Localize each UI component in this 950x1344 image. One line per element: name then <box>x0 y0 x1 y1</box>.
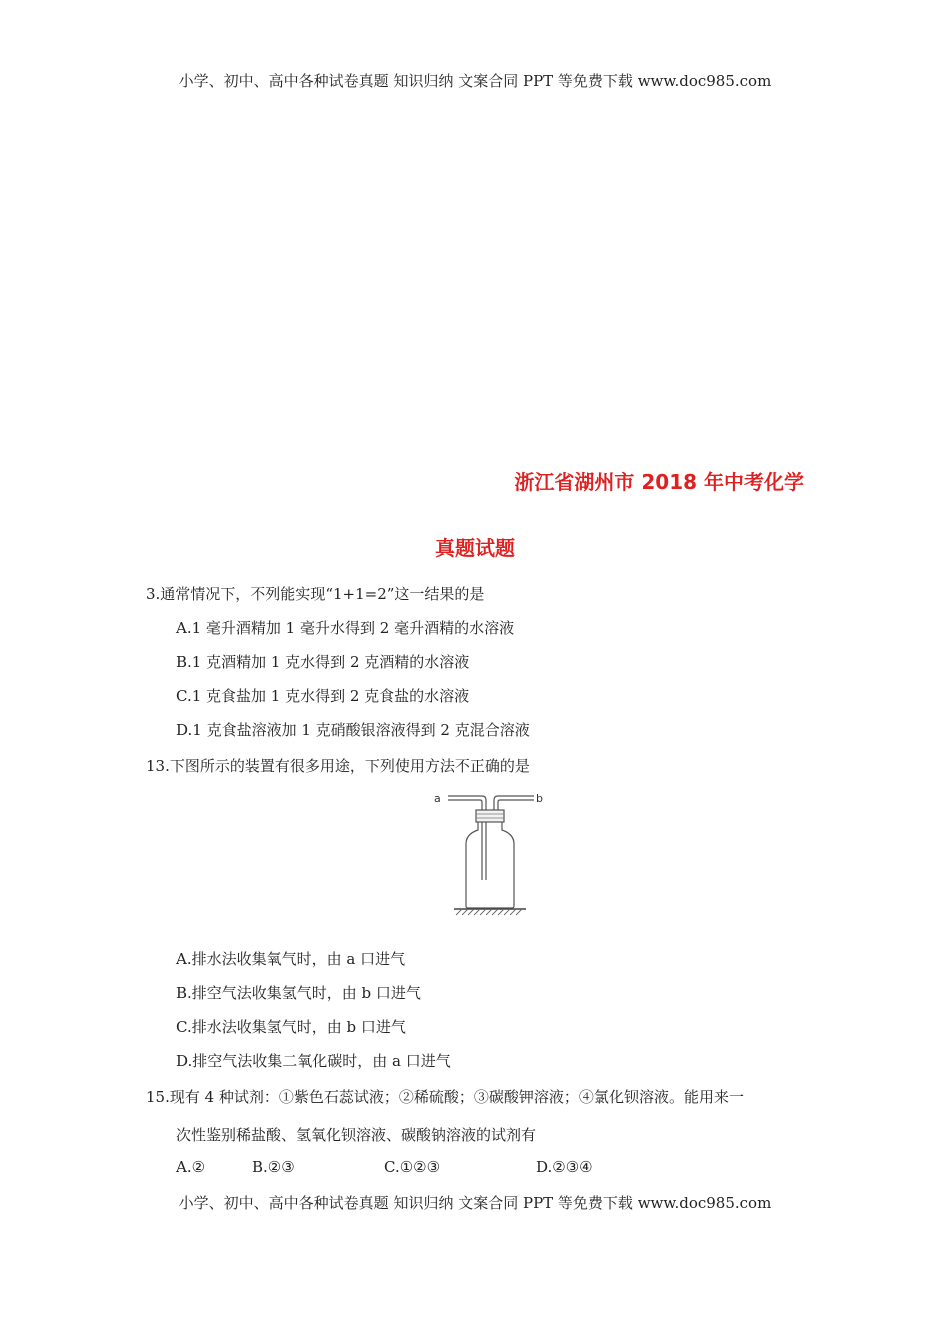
question-3-stem: 3.通常情况下，不列能实现“1+1=2”这一结果的是 <box>146 585 485 603</box>
rubber-stopper <box>476 810 504 822</box>
title-line-2: 真题试题 <box>435 536 515 560</box>
question-3-option-a: A.1 毫升酒精加 1 毫升水得到 2 毫升酒精的水溶液 <box>176 619 515 637</box>
figure-label-a: a <box>434 792 441 805</box>
question-15-options <box>0 1158 950 1180</box>
question-3-option-d: D.1 克食盐溶液加 1 克硝酸银溶液得到 2 克混合溶液 <box>176 721 530 739</box>
question-3-option-c: C.1 克食盐加 1 克水得到 2 克食盐的水溶液 <box>176 687 470 705</box>
question-15-option-a: A.② <box>176 1158 206 1176</box>
question-15-option-c: C.①②③ <box>384 1158 441 1176</box>
page-header: 小学、初中、高中各种试卷真题 知识归纳 文案合同 PPT 等免费下载 www.doc985.com <box>178 72 772 90</box>
question-13-option-a: A.排水法收集氧气时，由 a 口进气 <box>176 950 406 968</box>
page-footer: 小学、初中、高中各种试卷真题 知识归纳 文案合同 PPT 等免费下载 www.doc985.com <box>178 1194 772 1212</box>
question-15-stem-line-2: 次性鉴别稀盐酸、氢氧化钡溶液、碳酸钠溶液的试剂有 <box>176 1126 537 1144</box>
bottle <box>466 822 514 908</box>
figure-label-b: b <box>536 792 543 805</box>
question-13-option-b: B.排空气法收集氢气时，由 b 口进气 <box>176 984 421 1002</box>
gas-bottle-figure <box>430 788 580 920</box>
question-15-option-d: D.②③④ <box>536 1158 593 1176</box>
question-13-stem: 13.下图所示的装置有很多用途，下列使用方法不正确的是 <box>146 757 530 775</box>
question-13-option-d: D.排空气法收集二氧化碳时，由 a 口进气 <box>176 1052 451 1070</box>
title-line-1: 浙江省湖州市 2018 年中考化学 <box>514 470 804 494</box>
question-3-option-b: B.1 克酒精加 1 克水得到 2 克酒精的水溶液 <box>176 653 470 671</box>
ground-hatch <box>456 909 522 915</box>
question-15-stem-line-1: 15.现有 4 种试剂：①紫色石蕊试液；②稀硫酸；③碳酸钾溶液；④氯化钡溶液。能用来一 <box>146 1088 744 1106</box>
question-15-option-b: B.②③ <box>252 1158 295 1176</box>
question-13-option-c: C.排水法收集氢气时，由 b 口进气 <box>176 1018 406 1036</box>
